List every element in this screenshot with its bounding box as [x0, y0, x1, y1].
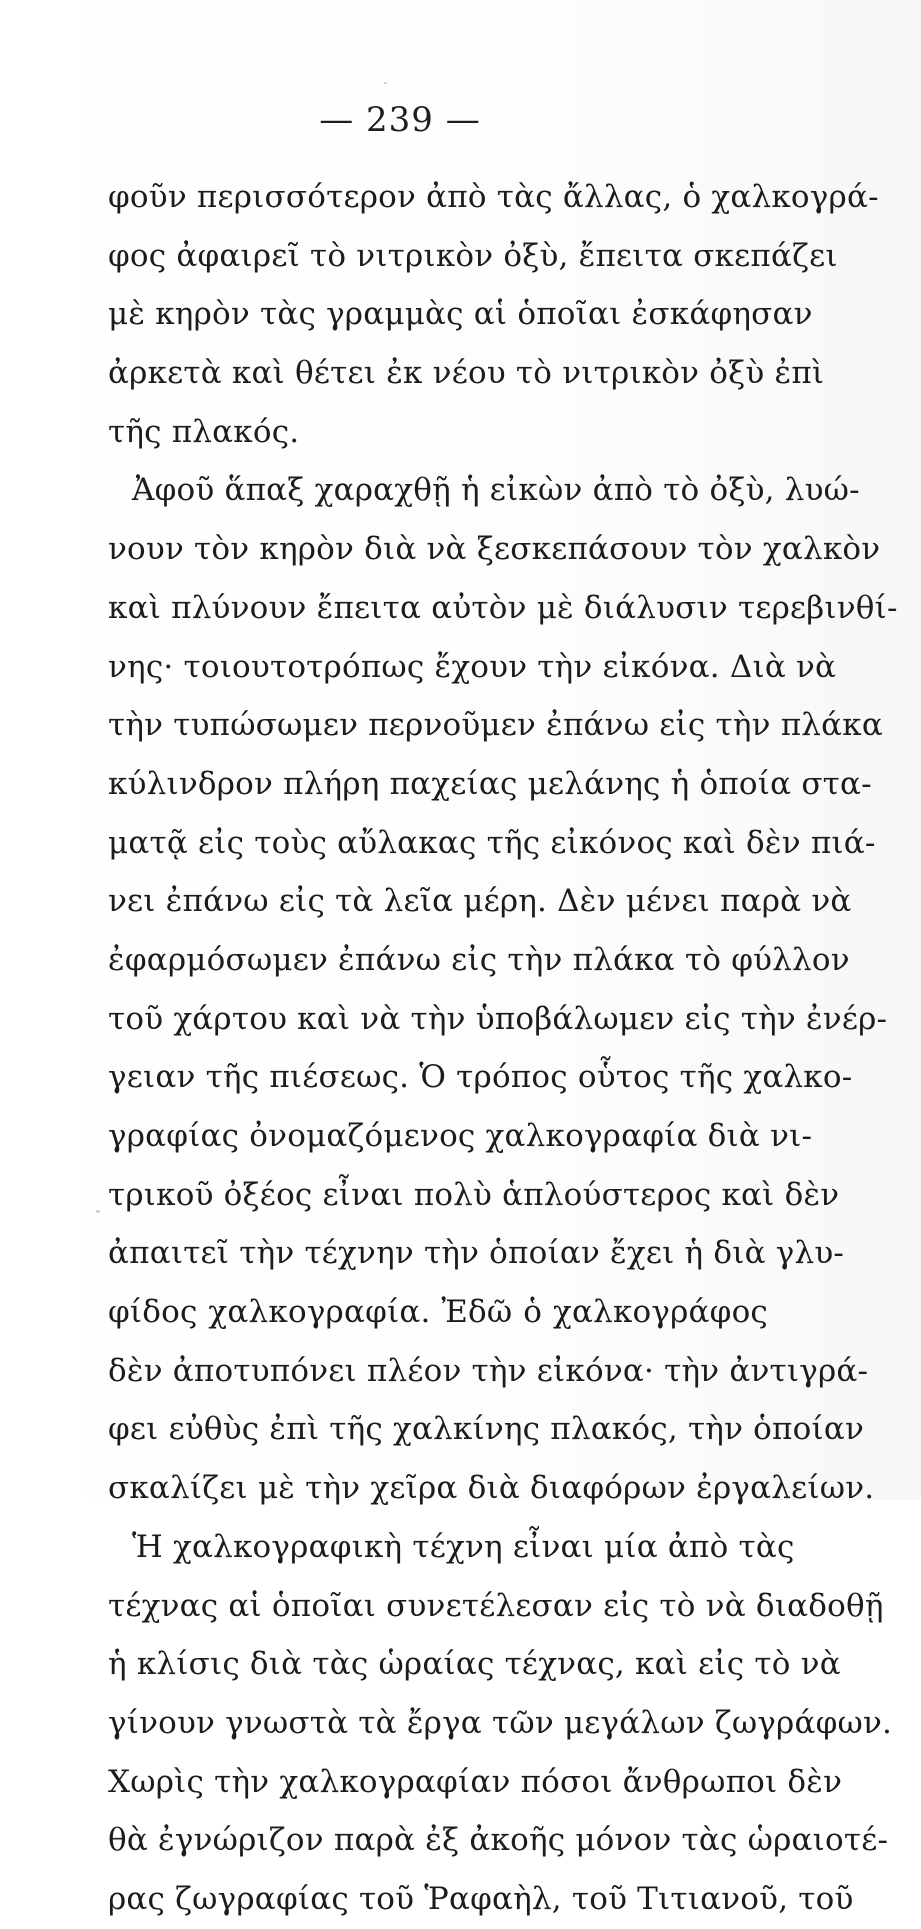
text-line: τρικοῦ ὀξέος εἶναι πολὺ ἁπλούστερος καὶ δὲν — [108, 1176, 840, 1213]
text-line: τέχνας αἱ ὁποῖαι συνετέλεσαν εἰς τὸ νὰ διαδοθῇ — [108, 1587, 884, 1624]
text-line: ματᾷ εἰς τοὺς αὔλακας τῆς εἰκόνος καὶ δὲν πιά- — [108, 824, 876, 861]
paper-speck — [96, 1210, 100, 1213]
text-line: γραφίας ὀνομαζόμενος χαλκογραφία διὰ νι- — [108, 1118, 813, 1154]
text-line: φει εὐθὺς ἐπὶ τῆς χαλκίνης πλακός, τὴν ὁποίαν — [108, 1411, 865, 1448]
text-line: τὴν τυπώσωμεν περνοῦμεν ἐπάνω εἰς τὴν πλάκα — [108, 707, 883, 744]
text-line: Χωρὶς τὴν χαλκογραφίαν πόσοι ἄνθρωποι δὲν — [108, 1763, 843, 1800]
text-line: μὲ κηρὸν τὰς γραμμὰς αἱ ὁποῖαι ἐσκάφησαν — [108, 296, 813, 333]
text-line: θὰ ἐγνώριζον παρὰ ἐξ ἀκοῆς μόνον τὰς ὡραιοτέ- — [108, 1822, 889, 1859]
text-line: τῆς πλακός. — [108, 413, 300, 450]
text-line: φίδος χαλκογραφία. Ἐδῶ ὁ χαλκογράφος — [108, 1294, 768, 1331]
page-number: — 239 — — [319, 100, 481, 140]
text-line: γίνουν γνωστὰ τὰ ἔργα τῶν μεγάλων ζωγράφων. — [108, 1704, 893, 1741]
text-line: φοῦν περισσότερον ἀπὸ τὰς ἄλλας, ὁ χαλκογρά- — [108, 179, 879, 215]
text-line: νουν τὸν κηρὸν διὰ νὰ ξεσκεπάσουν τὸν χαλκὸν — [108, 531, 881, 568]
paragraph-start-line: Ἡ χαλκογραφικὴ τέχνη εἶναι μία ἀπὸ τὰς — [132, 1528, 795, 1565]
text-line: τοῦ χάρτου καὶ νὰ τὴν ὑποβάλωμεν εἰς τὴν ἐνέρ- — [108, 1000, 888, 1037]
paper-speck — [384, 82, 387, 84]
body-text — [108, 168, 898, 1929]
text-line: ἡ κλίσις διὰ τὰς ὡραίας τέχνας, καὶ εἰς τὸ νὰ — [108, 1646, 841, 1683]
text-line: δὲν ἀποτυπόνει πλέον τὴν εἰκόνα· τὴν ἀντιγρά- — [108, 1352, 869, 1389]
text-line: νει ἐπάνω εἰς τὰ λεῖα μέρη. Δὲν μένει παρὰ νὰ — [108, 883, 852, 920]
text-line: γειαν τῆς πιέσεως. Ὁ τρόπος οὗτος τῆς χαλκο- — [108, 1059, 853, 1096]
text-line: ρας ζωγραφίας τοῦ Ῥαφαὴλ, τοῦ Τιτιανοῦ, τοῦ — [108, 1880, 854, 1917]
text-line: ἀπαιτεῖ τὴν τέχνην τὴν ὁποίαν ἔχει ἡ διὰ γλυ- — [108, 1235, 845, 1272]
text-line: καὶ πλύνουν ἔπειτα αὐτὸν μὲ διάλυσιν τερεβινθί- — [108, 589, 898, 626]
text-line: φος ἀφαιρεῖ τὸ νιτρικὸν ὀξὺ, ἔπειτα σκεπάζει — [108, 237, 838, 274]
text-line: κύλινδρον πλήρη παχείας μελάνης ἡ ὁποία στα- — [108, 765, 872, 802]
text-line: νης· τοιουτοτρόπως ἔχουν τὴν εἰκόνα. Διὰ νὰ — [108, 648, 837, 685]
paragraph-start-line: Ἀφοῦ ἅπαξ χαραχθῇ ἡ εἰκὼν ἀπὸ τὸ ὀξὺ, λυώ- — [132, 472, 860, 509]
text-line: σκαλίζει μὲ τὴν χεῖρα διὰ διαφόρων ἐργαλείων. — [108, 1470, 875, 1507]
text-line: ἀρκετὰ καὶ θέτει ἐκ νέου τὸ νιτρικὸν ὀξὺ ἐπὶ — [108, 355, 825, 392]
text-line: ἐφαρμόσωμεν ἐπάνω εἰς τὴν πλάκα τὸ φύλλον — [108, 941, 850, 978]
